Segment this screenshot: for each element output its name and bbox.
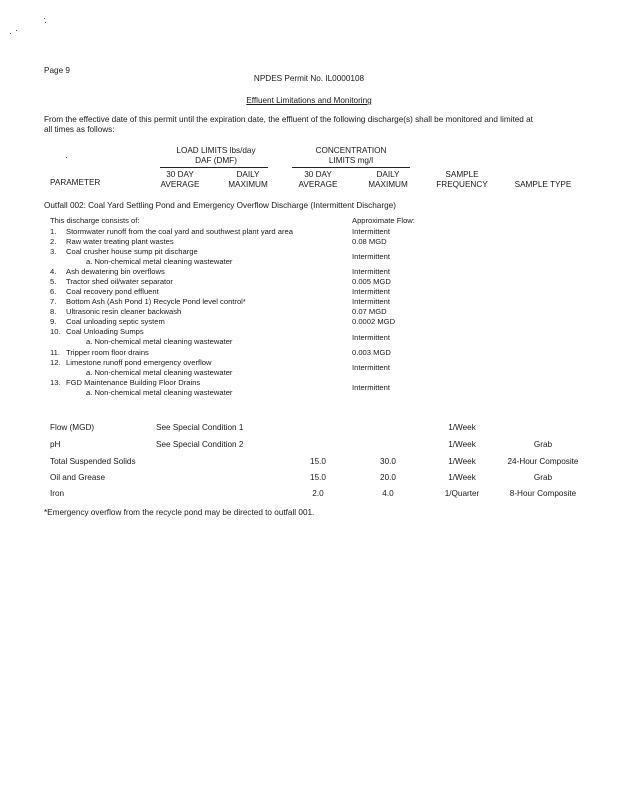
frequency-header: FREQUENCY — [436, 180, 488, 189]
param-30day-average: 2.0 — [312, 489, 324, 498]
list-item-text: Coal recovery pond effluent — [66, 287, 159, 296]
list-item-number: 6. — [50, 287, 57, 296]
list-item-subtext: a. Non-chemical metal cleaning wastewater — [86, 368, 233, 377]
param-daily-maximum: 4.0 — [382, 489, 394, 498]
conc-30day-header: 30 DAY — [304, 170, 332, 179]
param-sample-type: 24-Hour Composite — [507, 457, 579, 466]
list-item-flow: Intermittent — [352, 227, 390, 236]
param-name: Iron — [50, 489, 65, 498]
scan-speck — [45, 22, 46, 23]
param-30day-average: 15.0 — [310, 473, 326, 482]
intro-line-2: all times as follows: — [44, 125, 115, 134]
sample-header: SAMPLE — [445, 170, 479, 179]
param-frequency: 1/Week — [448, 473, 476, 482]
list-item-flow: Intermittent — [352, 363, 390, 372]
load-maximum-header: MAXIMUM — [228, 180, 268, 189]
list-item-number: 7. — [50, 297, 57, 306]
param-name: pH — [50, 440, 61, 449]
conc-daily-header: DAILY — [376, 170, 400, 179]
list-item-number: 3. — [50, 247, 57, 256]
param-condition: See Special Condition 2 — [156, 440, 244, 449]
list-item-text: Coal crusher house sump pit discharge — [66, 247, 198, 256]
param-daily-maximum: 20.0 — [380, 473, 396, 482]
list-item-flow: 0.0002 MGD — [352, 317, 396, 326]
intro-line-1: From the effective date of this permit until the expiration date, the effluent of the following discharge(s) shall be monitored and limited at — [44, 115, 533, 124]
conc-maximum-header: MAXIMUM — [368, 180, 408, 189]
list-item-text: Bottom Ash (Ash Pond 1) Recycle Pond level control* — [66, 297, 246, 306]
list-item-number: 12. — [50, 358, 61, 367]
load-limits-rule — [160, 167, 268, 168]
concentration-header: CONCENTRATION — [315, 146, 387, 155]
list-item-number: 10. — [50, 327, 61, 336]
permit-number: NPDES Permit No. IL0000108 — [253, 74, 365, 83]
param-frequency: 1/Week — [448, 457, 476, 466]
scan-speck — [10, 33, 11, 34]
load-average-header: AVERAGE — [160, 180, 200, 189]
list-item-flow: 0.003 MGD — [352, 348, 391, 357]
page-number: Page 9 — [44, 66, 70, 75]
conc-average-header: AVERAGE — [298, 180, 338, 189]
list-item-flow: Intermittent — [352, 267, 390, 276]
outfall-title: Outfall 002: Coal Yard Settling Pond and Emergency Overflow Discharge (Intermittent Discharge) — [44, 201, 396, 210]
list-item-text: Raw water treating plant wastes — [66, 237, 174, 246]
list-item-number: 13. — [50, 378, 61, 387]
scan-speck — [44, 18, 45, 19]
sample-type-header: SAMPLE TYPE — [514, 180, 572, 189]
list-item-flow: Intermittent — [352, 383, 390, 392]
list-item-subtext: a. Non-chemical metal cleaning wastewater — [86, 337, 233, 346]
param-name: Oil and Grease — [50, 473, 106, 482]
list-item-text: FGD Maintenance Building Floor Drains — [66, 378, 201, 387]
scan-speck — [16, 30, 17, 31]
param-frequency: 1/Week — [448, 440, 476, 449]
param-condition: See Special Condition 1 — [156, 423, 244, 432]
param-frequency: 1/Quarter — [444, 489, 480, 498]
load-30day-header: 30 DAY — [166, 170, 194, 179]
limits-mg-header: LIMITS mg/l — [328, 156, 374, 165]
list-item-number: 8. — [50, 307, 57, 316]
list-item-text: Coal unloading septic system — [66, 317, 165, 326]
list-item-number: 9. — [50, 317, 57, 326]
list-item-flow: 0.005 MGD — [352, 277, 391, 286]
list-item-flow: Intermittent — [352, 333, 390, 342]
param-name: Total Suspended Solids — [50, 457, 136, 466]
list-item-flow: 0.08 MGD — [352, 237, 387, 246]
list-item-flow: Intermittent — [352, 287, 390, 296]
parameter-header: PARAMETER — [50, 178, 101, 187]
param-sample-type: Grab — [533, 473, 553, 482]
param-30day-average: 15.0 — [310, 457, 326, 466]
param-sample-type: 8-Hour Composite — [509, 489, 577, 498]
concentration-rule — [292, 167, 410, 168]
list-item-subtext: a. Non-chemical metal cleaning wastewater — [86, 388, 233, 397]
list-item-number: 2. — [50, 237, 57, 246]
scan-speck — [66, 157, 67, 158]
approx-flow-header: Approximate Flow: — [352, 216, 415, 225]
list-item-text: Ash dewatering bin overflows — [66, 267, 165, 276]
list-item-flow: Intermittent — [352, 297, 390, 306]
param-sample-type: Grab — [533, 440, 553, 449]
list-item-text: Tractor shed oil/water separator — [66, 277, 173, 286]
list-item-number: 1. — [50, 227, 57, 236]
list-item-number: 11. — [50, 348, 60, 357]
list-item-text: Stormwater runoff from the coal yard and southwest plant yard area — [66, 227, 293, 236]
footnote: *Emergency overflow from the recycle pond may be directed to outfall 001. — [44, 508, 315, 517]
list-item-number: 4. — [50, 267, 57, 276]
list-item-text: Limestone runoff pond emergency overflow — [66, 358, 212, 367]
section-title: Effluent Limitations and Monitoring — [246, 96, 372, 105]
param-name: Flow (MGD) — [50, 423, 95, 432]
discharge-intro: This discharge consists of: — [50, 216, 140, 225]
list-item-flow: 0.07 MGD — [352, 307, 387, 316]
param-frequency: 1/Week — [448, 423, 476, 432]
param-daily-maximum: 30.0 — [380, 457, 396, 466]
list-item-subtext: a. Non-chemical metal cleaning wastewater — [86, 257, 233, 266]
load-daily-header: DAILY — [236, 170, 260, 179]
list-item-text: Ultrasonic resin cleaner backwash — [66, 307, 182, 316]
daf-header: DAF (DMF) — [195, 156, 237, 165]
list-item-number: 5. — [50, 277, 57, 286]
list-item-flow: Intermittent — [352, 252, 390, 261]
load-limits-header: LOAD LIMITS lbs/day — [176, 146, 256, 155]
list-item-text: Tripper room floor drains — [66, 348, 149, 357]
list-item-text: Coal Unloading Sumps — [66, 327, 144, 336]
